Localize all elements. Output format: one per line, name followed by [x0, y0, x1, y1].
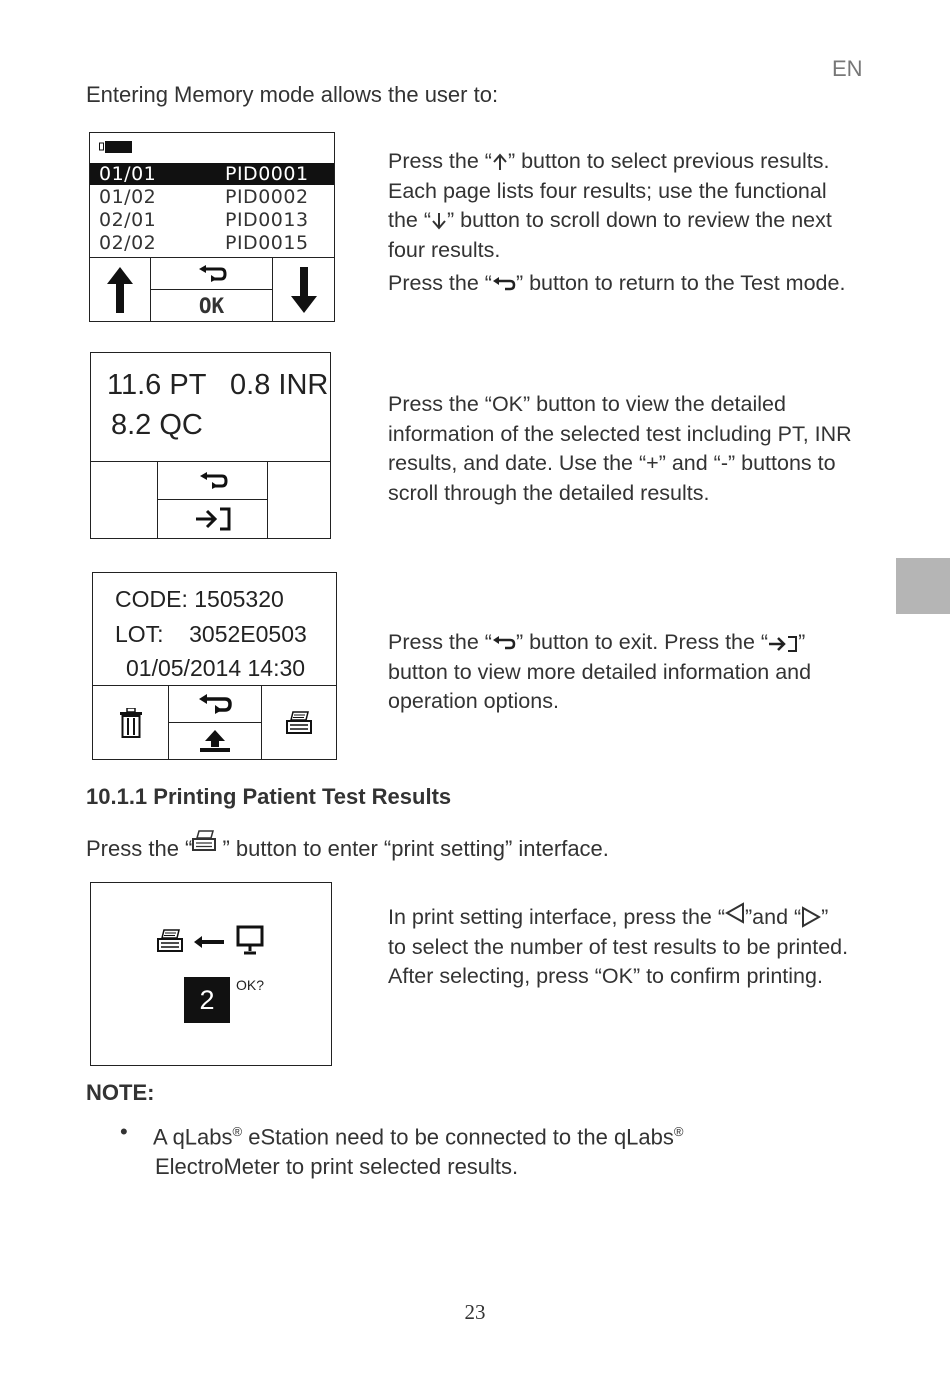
meter-icon	[236, 925, 264, 955]
instruction-navigate: Press the “ ” button to select previous results. Each page lists four results; use the functional the “ ” button to scroll down to review the next four results.	[388, 149, 832, 262]
down-arrow-icon	[431, 212, 447, 230]
return-button[interactable]	[157, 461, 268, 500]
note-text: A qLabs® eStation need to be connected to the qLabs® ElectroMeter to print selected results.	[153, 1124, 684, 1179]
return-button[interactable]	[168, 685, 262, 723]
up-arrow-icon	[492, 153, 508, 171]
note-bullet: •	[120, 1119, 128, 1144]
datetime-value: 01/05/2014 14:30	[126, 655, 306, 681]
return-icon	[197, 265, 227, 283]
upload-button[interactable]	[168, 722, 262, 760]
lot-value: LOT: 3052E0503	[115, 621, 307, 647]
pt-inr-value: 11.6 PT 0.8 INR	[107, 369, 329, 401]
instruction-print-setting: In print setting interface, press the “ ”and “ ” to select the number of test results to be printed. After selecting, press “OK” to confirm printing.	[388, 902, 850, 992]
blank-cell-right	[267, 461, 331, 539]
up-arrow-button[interactable]	[89, 257, 151, 322]
qc-value: 8.2 QC	[111, 409, 203, 441]
result-screen	[90, 352, 331, 539]
down-arrow-icon	[290, 266, 318, 314]
return-icon	[197, 694, 233, 714]
note-title: NOTE:	[86, 1080, 155, 1105]
instruction-return: Press the “ ” button to return to the Test mode.	[388, 271, 846, 295]
instruction-exit: Press the “ ” button to exit. Press the “ ” button to view more detailed information and operation options.	[388, 630, 812, 713]
list-item: 01/02 PID0002	[99, 186, 309, 208]
left-arrow-icon	[193, 935, 225, 949]
print-count-box	[184, 977, 230, 1023]
down-arrow-button[interactable]	[272, 257, 335, 322]
ok-button[interactable]	[150, 289, 273, 322]
trash-icon	[119, 708, 143, 738]
return-icon	[492, 636, 516, 652]
code-value: CODE: 1505320	[115, 586, 284, 612]
print-button[interactable]	[261, 685, 337, 760]
enter-icon	[768, 636, 798, 652]
section-heading: 10.1.1 Printing Patient Test Results	[86, 784, 452, 809]
list-item: 02/02 PID0015	[99, 232, 309, 254]
intro-text: Entering Memory mode allows the user to:	[86, 82, 499, 107]
instruction-detail: Press the “OK” button to view the detailed information of the selected test including PT, INR results, and date. Use the “+” and “-” buttons to scroll through the detailed results.	[388, 392, 852, 505]
left-triangle-icon	[725, 902, 745, 924]
print-setting-screen	[90, 882, 332, 1066]
ok-prompt: OK?	[236, 977, 265, 993]
list-item: 01/01 PID0001	[90, 163, 334, 185]
printer-icon	[192, 830, 216, 852]
chapter-tab	[896, 558, 950, 614]
ok-label: OK	[198, 293, 225, 318]
return-icon	[492, 277, 516, 293]
page-number: 23	[464, 1300, 486, 1324]
printer-icon	[157, 929, 183, 953]
delete-button[interactable]	[92, 685, 169, 760]
upload-icon	[198, 729, 232, 753]
right-triangle-icon	[801, 906, 821, 928]
up-arrow-icon	[106, 266, 134, 314]
enter-button[interactable]	[157, 499, 268, 539]
language-label: EN	[832, 56, 863, 81]
list-item: 02/01 PID0013	[99, 209, 309, 231]
printer-icon	[286, 711, 312, 735]
print-count-value: 2	[199, 984, 215, 1015]
detail-screen	[92, 572, 337, 760]
print-instruction: Press the “ ” button to enter “print setting” interface.	[86, 830, 786, 864]
blank-cell-left	[90, 461, 158, 539]
memory-list-screen	[89, 132, 335, 322]
battery-icon	[99, 140, 133, 154]
enter-icon	[194, 507, 232, 531]
return-button[interactable]	[150, 257, 273, 290]
return-icon	[198, 472, 228, 490]
